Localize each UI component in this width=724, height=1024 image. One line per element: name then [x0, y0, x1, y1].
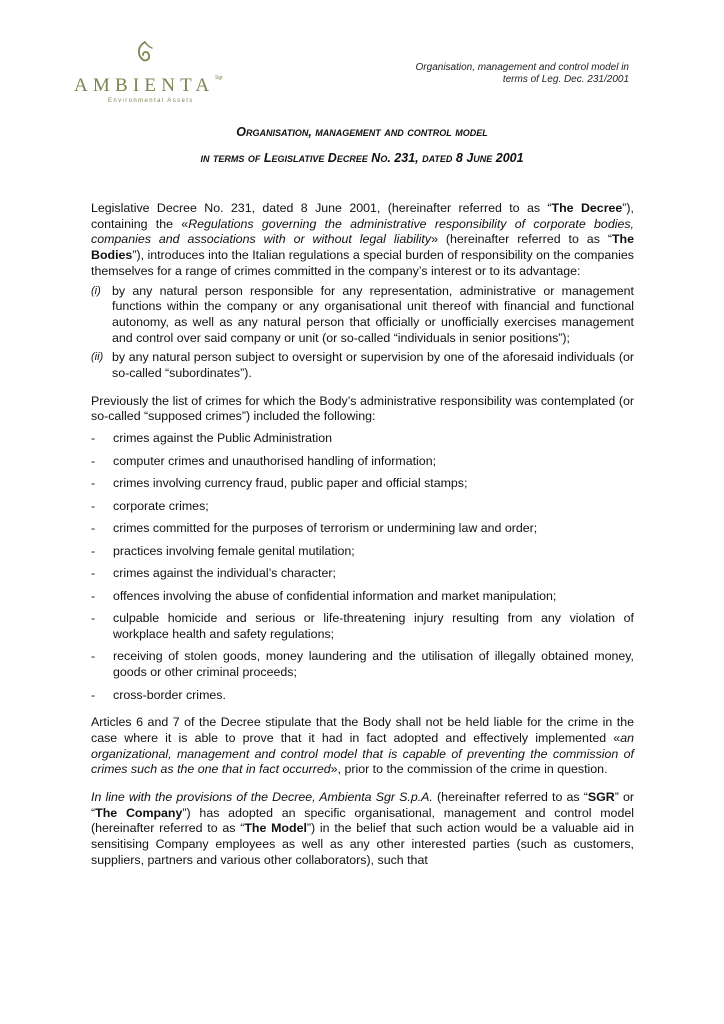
list-item [91, 499, 634, 515]
list-item-text: practices involving female genital mutilation; [113, 543, 355, 558]
list-item [91, 431, 634, 447]
text-run: ”) has adopted an specific organisational, management and control model (hereinafter referred to as “ [91, 805, 634, 836]
term-the-decree: The Decree [551, 201, 623, 215]
paragraph-intro [91, 201, 634, 280]
paragraph-articles-6-7 [91, 715, 634, 778]
text-run: (hereinafter referred to as “ [432, 790, 588, 805]
text-run: ”), introduces into the Italian regulations a special burden of responsibility on the companies themselves for a range of crimes committed in the company’s interest or to its advantage: [91, 248, 634, 278]
document-title-line-1: Organisation, management and control model [236, 125, 488, 139]
running-header [329, 62, 629, 86]
document-body [91, 201, 634, 869]
dash-marker: - [91, 543, 96, 558]
text-run: », prior to the commission of the crime in question. [330, 762, 608, 777]
company-logo [72, 40, 232, 110]
logo-sgr: Sgr [215, 75, 223, 81]
term-the-company: The Company [95, 805, 183, 820]
list-item-text: crimes committed for the purposes of terrorism or undermining law and order; [113, 521, 538, 536]
dash-marker: - [91, 649, 96, 664]
dash-marker: - [91, 566, 96, 581]
text-run: Legislative Decree No. 231, dated 8 June 2001, (hereinafter referred to as “ [91, 201, 552, 215]
dash-marker: - [91, 588, 96, 603]
running-header-line-1: Organisation, management and control model in [415, 62, 629, 73]
list-item [91, 566, 634, 582]
crimes-list [91, 431, 634, 703]
running-header-line-2: terms of Leg. Dec. 231/2001 [502, 74, 629, 85]
roman-item-text: by any natural person subject to oversight or supervision by one of the aforesaid individuals (or so-called “subordinates”). [112, 350, 634, 381]
roman-numeral: (i) [91, 284, 101, 297]
list-item-text: culpable homicide and serious or life-threatening injury resulting from any violation of workplace health and safety regulations; [113, 611, 634, 641]
roman-list-item [91, 350, 634, 381]
list-item-text: computer crimes and unauthorised handling of information; [113, 453, 437, 468]
decree-title-quote: Regulations governing the administrative responsibility of corporate bodies, companies and associations with or without legal liability [91, 216, 634, 247]
list-item [91, 611, 634, 642]
roman-list-item [91, 284, 634, 347]
document-title-line-2: in terms of Legislative Decree No. 231, dated 8 June 2001 [200, 151, 524, 165]
roman-item-text: by any natural person responsible for any representation, administrative or management functions within the company or any organisational unit thereof with financial and functional autonomy, as well as any natural person that officially or unofficially exercises management and control over said company or unit (or so-called “individuals in senior positions”); [112, 283, 634, 345]
list-item-text: crimes involving currency fraud, public paper and official stamps; [113, 476, 468, 491]
text-run: ”), containing the « [91, 201, 634, 231]
list-item [91, 521, 634, 537]
term-the-bodies: The Bodies [91, 232, 634, 263]
dash-marker: - [91, 453, 96, 468]
dash-marker: - [91, 498, 96, 513]
paragraph-supposed-crimes: Previously the list of crimes for which the Body’s administrative responsibility was contemplated (or so-called “supposed crimes”) included the following: [91, 393, 634, 424]
list-item-text: offences involving the abuse of confidential information and market manipulation; [113, 588, 557, 603]
dash-marker: - [91, 687, 96, 702]
list-item-text: corporate crimes; [113, 498, 209, 513]
logo-wordmark: AMBIENTA [74, 75, 215, 96]
list-item-text: crimes against the Public Administration [113, 431, 333, 446]
dash-marker: - [91, 521, 96, 536]
text-run: Articles 6 and 7 of the Decree stipulate that the Body shall not be held liable for the crime in the case where it is able to prove that it had in fact adopted and effectively implemented « [91, 715, 634, 745]
term-the-model: The Model [244, 821, 307, 836]
list-item [91, 544, 634, 560]
list-item [91, 649, 634, 680]
paragraph-ambienta [91, 790, 634, 869]
list-item [91, 589, 634, 605]
text-run: ”) in the belief that such action would be a valuable aid in sensitising Company employees as well as any other interested parties (such as customers, suppliers, partners and various other collaborators), such that [91, 821, 634, 867]
list-item-text: cross-border crimes. [113, 687, 226, 702]
text-run: ” or “ [91, 790, 634, 820]
roman-numeral: (ii) [91, 351, 104, 364]
list-item [91, 688, 634, 704]
logo-tagline: Environmental Assets [108, 98, 194, 104]
term-sgr: SGR [587, 790, 615, 805]
dash-marker: - [91, 431, 96, 446]
dash-marker: - [91, 611, 96, 626]
text-run: In line with the provisions of the Decree, Ambienta Sgr S.p.A. [91, 790, 433, 805]
list-item-text: receiving of stolen goods, money laundering and the utilisation of illegally obtained money, goods or other criminal proceeds; [113, 649, 634, 680]
list-item [91, 476, 634, 492]
model-quote: an organizational, management and control model that is capable of preventing the commission of crimes such as the one that in fact occurred [91, 730, 634, 777]
list-item-text: crimes against the individual’s character; [113, 566, 336, 581]
dash-marker: - [91, 476, 96, 491]
leaf-swirl-logo-icon [134, 40, 156, 70]
text-run: » (hereinafter referred to as “ [431, 232, 612, 247]
list-item [91, 454, 634, 470]
